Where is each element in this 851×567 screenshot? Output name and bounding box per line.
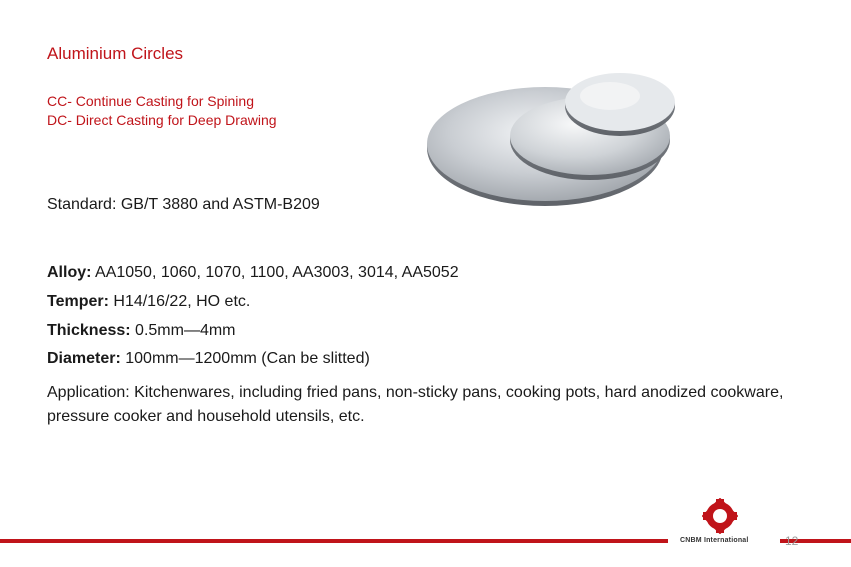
application-value: : Kitchenwares, including fried pans, non-sticky pans, cooking pots, hard anodized cookware, pressure cooker and household utensils, etc.: [47, 384, 784, 425]
application-paragraph: [47, 381, 837, 429]
alloy-label: Alloy:: [47, 264, 92, 281]
temper-value: H14/16/22, HO etc.: [108, 293, 251, 310]
thickness-line: [47, 321, 236, 341]
logo-text: CNBM International: [680, 537, 749, 544]
cnbm-logo-icon: [702, 498, 738, 534]
standard-label: Standard: [47, 196, 112, 213]
diameter-value: 100mm—1200mm (Can be slitted): [120, 350, 370, 367]
standard-line: [47, 195, 320, 215]
diameter-line: [47, 349, 370, 369]
diameter-label: Diameter:: [47, 350, 121, 367]
standard-value: : GB/T 3880 and ASTM-B209: [111, 196, 320, 213]
thickness-label: Thickness:: [47, 322, 131, 339]
subtitle-dc: DC- Direct Casting for Deep Drawing: [47, 112, 277, 128]
temper-line: [47, 292, 250, 312]
page-number: 12: [785, 534, 799, 548]
alloy-line: [47, 263, 459, 283]
aluminium-discs-image: [420, 60, 690, 210]
slide-title: Aluminium Circles: [47, 44, 184, 63]
application-label: Application: [47, 384, 126, 401]
thickness-value: 0.5mm—4mm: [130, 322, 236, 339]
alloy-value: AA1050, 1060, 1070, 1100, AA3003, 3014, AA5052: [91, 264, 459, 281]
temper-label: Temper:: [47, 293, 109, 310]
subtitle-cc: CC- Continue Casting for Spining: [47, 93, 254, 109]
